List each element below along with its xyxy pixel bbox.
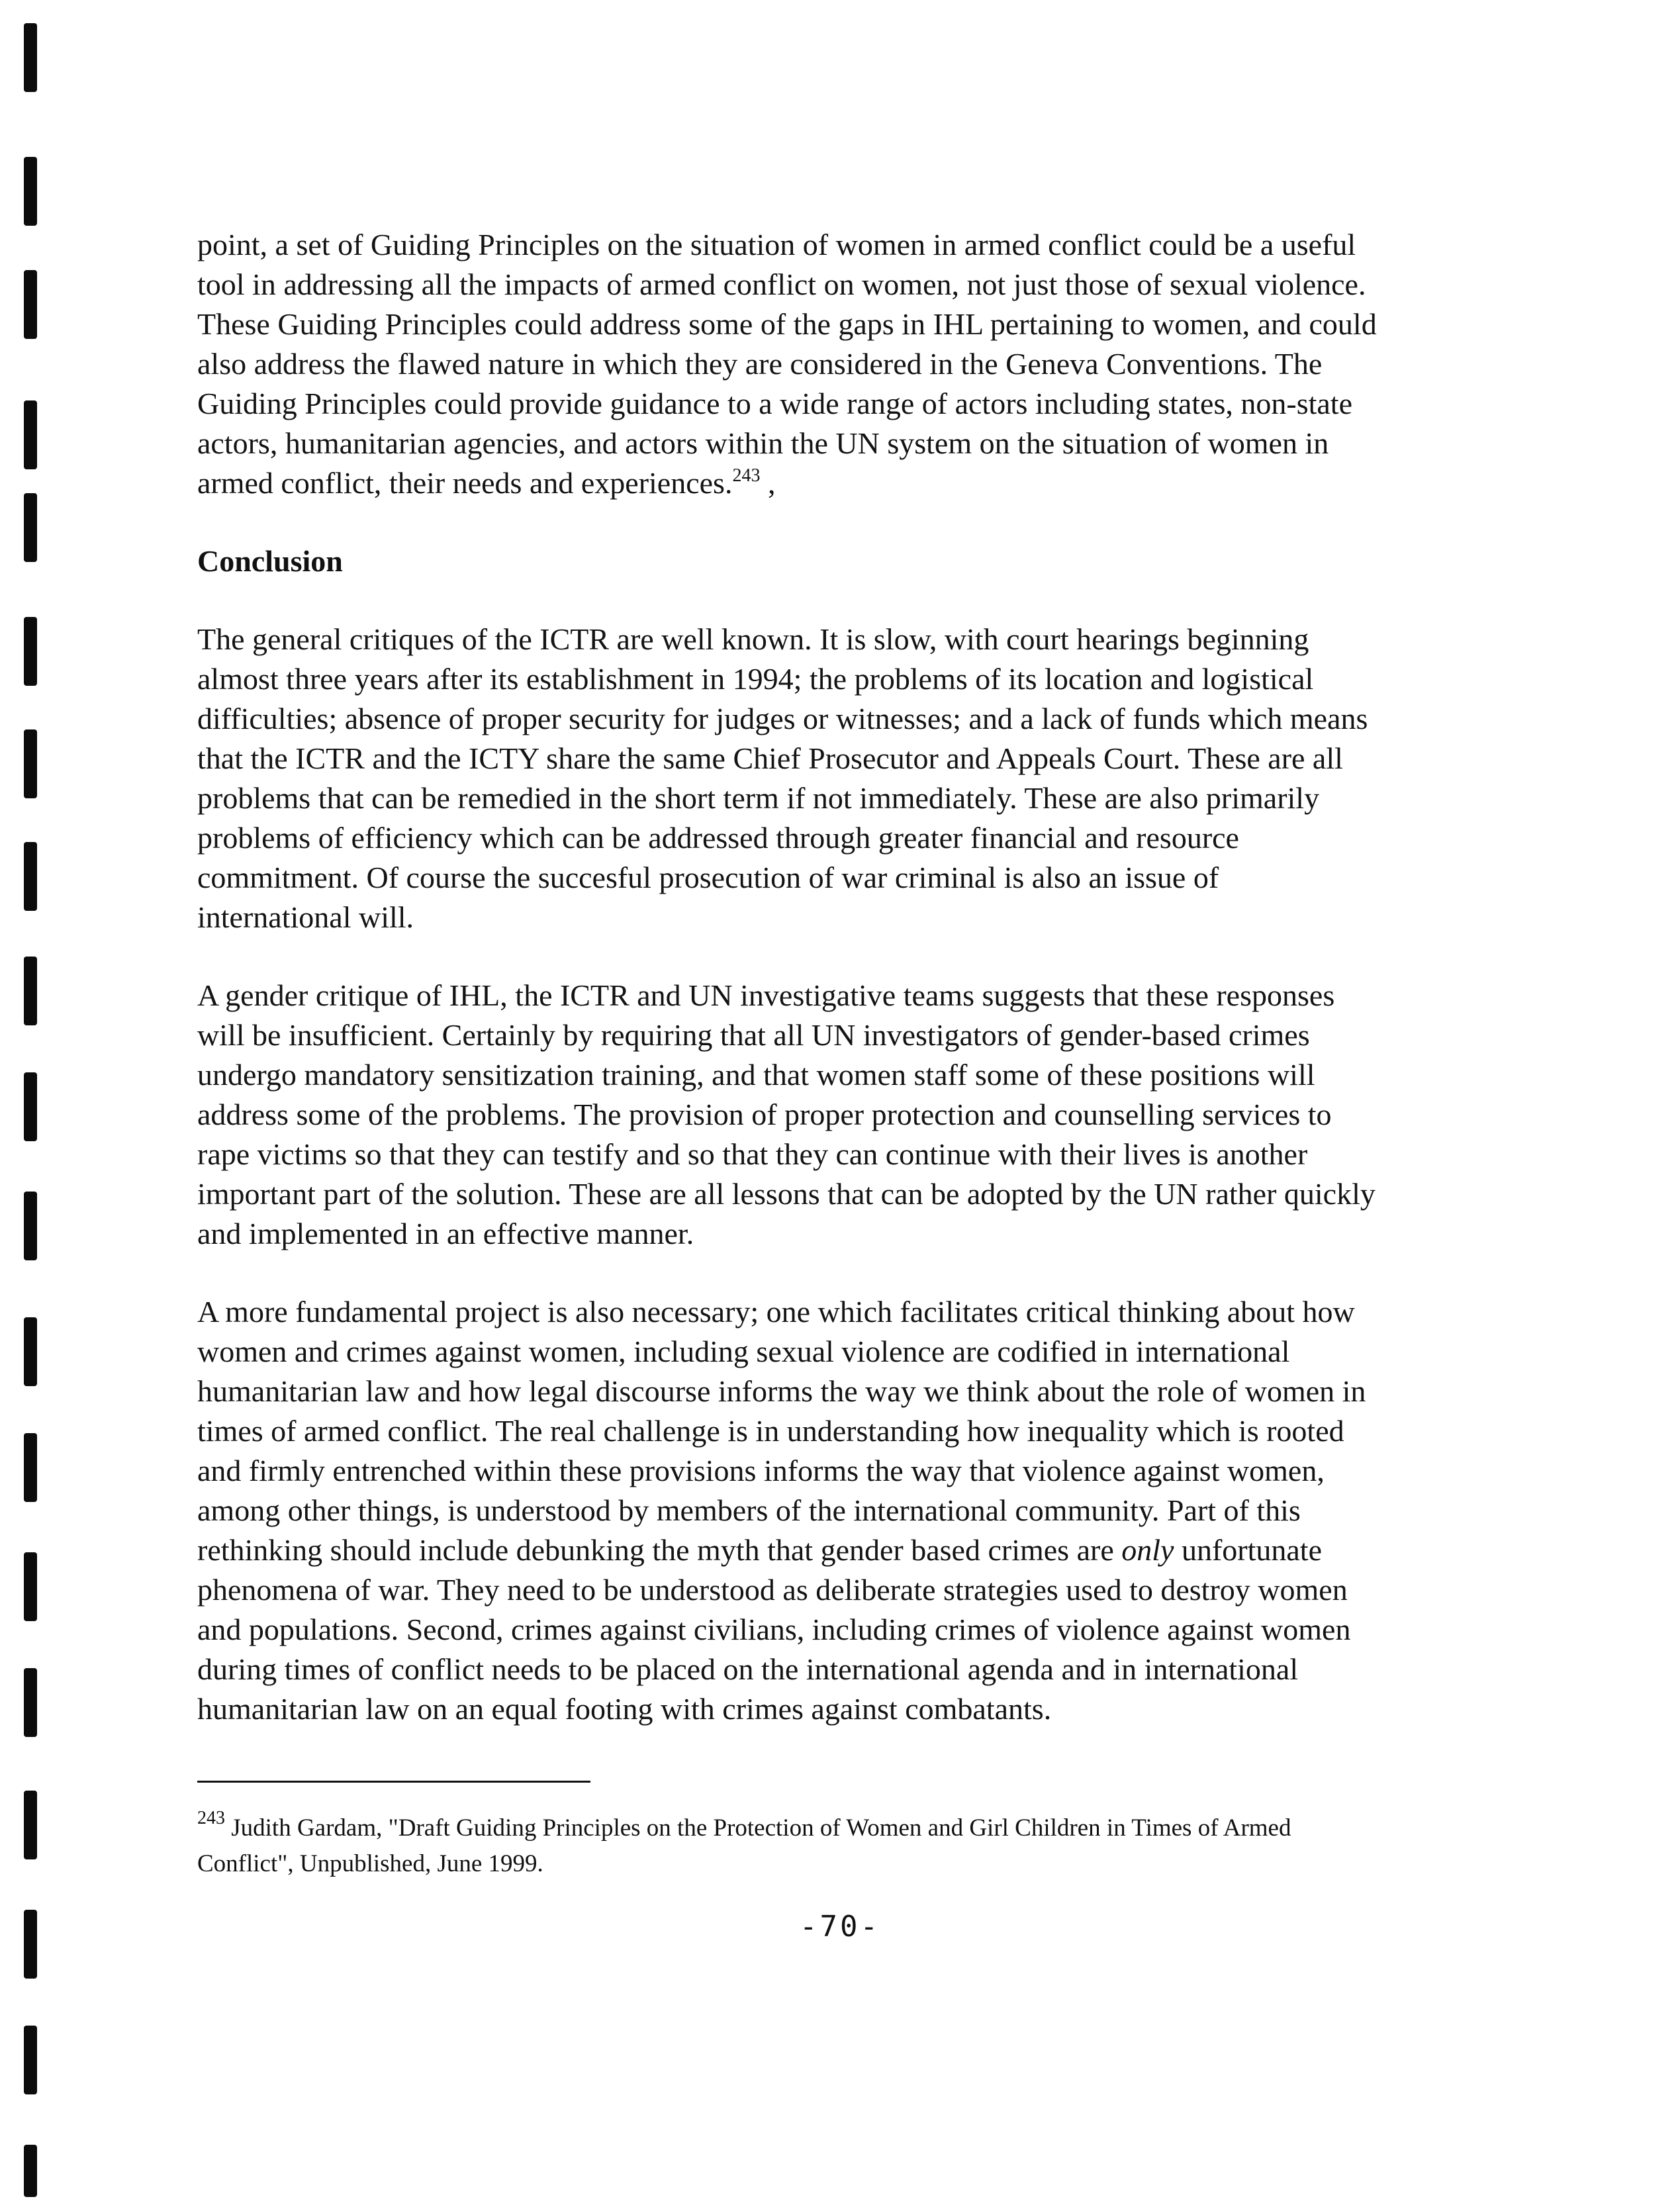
paragraph-text: A more fundamental project is also necessary; one which facilitates critical thinking about how women and crimes against women, including sexual violence are codified in international humanitarian law and how legal discourse informs the way we think about the role of women in times of armed conflict. The real challenge is in understanding how inequality which is rooted and firmly entrenched within these provisions informs the way that violence against women, among other things, is understood by members of the international community. Part of this rethinking should include debunking the myth that gender based crimes are <box>197 1295 1366 1567</box>
footnote-divider <box>197 1781 590 1783</box>
binding-mark <box>24 957 37 1025</box>
binding-mark <box>24 270 37 339</box>
binding-marks <box>0 0 60 2201</box>
page-body <box>197 225 1488 1729</box>
binding-mark <box>24 157 37 226</box>
binding-mark <box>24 1791 37 1859</box>
paragraph-fundamental-project <box>197 1292 1488 1729</box>
binding-mark <box>24 1072 37 1141</box>
binding-mark <box>24 842 37 911</box>
binding-mark <box>24 2145 37 2197</box>
binding-mark <box>24 1552 37 1621</box>
footnote-number: 243 <box>197 1808 225 1828</box>
binding-mark <box>24 400 37 469</box>
section-heading: Conclusion <box>197 544 343 578</box>
binding-mark <box>24 617 37 686</box>
paragraph-guiding-principles <box>197 225 1488 503</box>
binding-mark <box>24 729 37 798</box>
binding-mark <box>24 1668 37 1737</box>
paragraph-text-continued: unfortunate phenomena of war. They need to be understood as deliberate strategies used to destroy women and populations. Second, crimes against civilians, including crimes of violence against women during times of conflict needs to be placed on the international agenda and in international humanitarian law on an equal footing with crimes against combatants. <box>197 1533 1351 1726</box>
binding-mark <box>24 2026 37 2094</box>
emphasis-only: only <box>1121 1533 1174 1567</box>
footnote-reference: 243 <box>732 465 761 486</box>
paragraph-general-critiques: The general critiques of the ICTR are well known. It is slow, with court hearings beginning almost three years after its establishment in 1994; the problems of its location and logistical difficulties; absence of proper security for judges or witnesses; and a lack of funds which means that the ICTR and the ICTY share the same Chief Prosecutor and Appeals Court. These are all problems that can be remedied in the short term if not immediately. These are also primarily problems of efficiency which can be addressed through greater financial and resource commitment. Of course the succesful prosecution of war criminal is also an issue of international will. <box>197 622 1368 934</box>
binding-mark <box>24 1192 37 1260</box>
paragraph-gender-critique: A gender critique of IHL, the ICTR and UN investigative teams suggests that these responses will be insufficient. Certainly by requiring that all UN investigators of gender-based crimes undergo mandatory sensitization training, and that women staff some of these positions will address some of the problems. The provision of proper protection and counselling services to rape victims so that they can testify and so that they can continue with their lives is another important part of the solution. These are all lessons that can be adopted by the UN rather quickly and implemented in an effective manner. <box>197 978 1376 1250</box>
binding-mark <box>24 23 37 92</box>
binding-mark <box>24 1433 37 1502</box>
page-number: -70- <box>800 1910 880 1943</box>
paragraph-tail: , <box>760 466 776 500</box>
paragraph-text: point, a set of Guiding Principles on the situation of women in armed conflict could be a useful tool in addressing all the impacts of armed conflict on women, not just those of sexual violence. These Guiding Principles could address some of the gaps in IHL pertaining to women, and could also address the flawed nature in which they are considered in the Geneva Conventions. The Guiding Principles could provide guidance to a wide range of actors including states, non-state actors, humanitarian agencies, and actors within the UN system on the situation of women in armed conflict, their needs and experiences. <box>197 228 1377 500</box>
footnote <box>197 1810 1488 1882</box>
footnote-text: Judith Gardam, "Draft Guiding Principles on the Protection of Women and Girl Children in Times of Armed Conflict", Unpublished, June 1999. <box>197 1814 1291 1877</box>
binding-mark <box>24 1317 37 1386</box>
binding-mark <box>24 493 37 562</box>
